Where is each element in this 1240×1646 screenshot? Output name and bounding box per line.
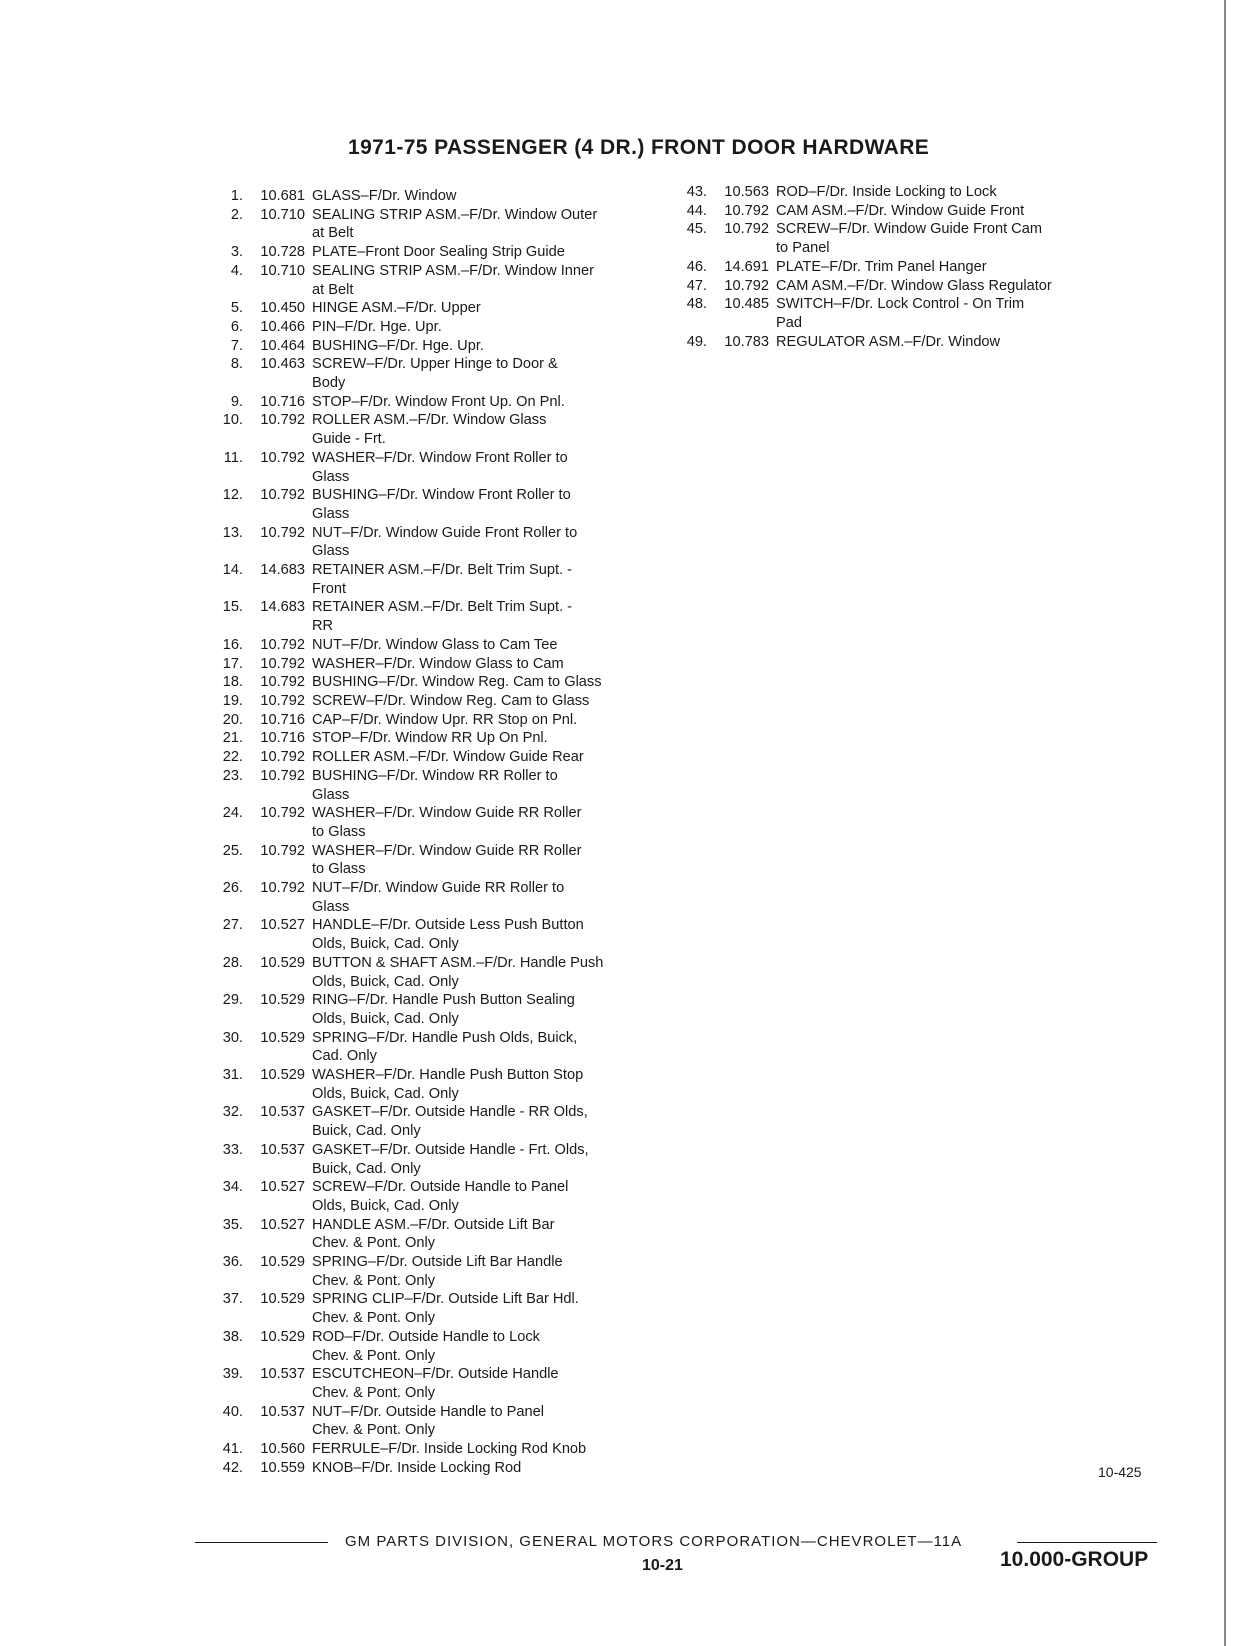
item-number: 9. [230,393,243,410]
description-line: Chev. & Pont. Only [312,1347,436,1364]
item-number: 10. [222,412,243,429]
description-line: BUTTON & SHAFT ASM.–F/Dr. Handle Push [312,954,604,971]
group-number: 14.683 [260,562,305,579]
list-item [205,243,660,262]
description-line: to Panel [776,240,830,257]
footer-rule-left [195,1542,328,1543]
description-line: Chev. & Pont. Only [312,1422,436,1439]
list-item [205,991,660,1028]
description-line: Chev. & Pont. Only [312,1235,436,1252]
group-number: 10.792 [260,412,305,429]
item-description [312,748,660,767]
description-line: SWITCH–F/Dr. Lock Control - On Trim [776,296,1025,313]
group-number: 14.683 [260,599,305,616]
description-line: Glass [312,468,350,485]
item-description [312,804,660,841]
description-line: WASHER–F/Dr. Handle Push Button Stop [312,1067,584,1084]
group-number: 10.710 [260,206,305,223]
item-number: 8. [230,356,243,373]
item-description [312,1253,660,1290]
item-description [312,842,660,879]
description-line: to Glass [312,861,366,878]
description-line: RETAINER ASM.–F/Dr. Belt Trim Supt. - [312,562,573,579]
group-number: 10.537 [260,1366,305,1383]
list-item [205,299,660,318]
group-number: 10.485 [724,296,769,313]
group-number: 10.527 [260,1179,305,1196]
item-number: 6. [230,318,243,335]
list-item [205,692,660,711]
list-item [205,804,660,841]
item-description [312,1403,660,1440]
item-number: 44. [686,202,707,219]
description-line: SEALING STRIP ASM.–F/Dr. Window Outer [312,206,598,223]
item-number: 38. [222,1328,243,1345]
item-description [312,449,660,486]
description-line: Cad. Only [312,1048,377,1065]
list-item [205,1103,660,1140]
item-description [312,711,660,730]
group-number: 10.792 [260,767,305,784]
list-item [205,1328,660,1365]
item-description [776,277,1146,296]
group-number: 10.464 [260,337,305,354]
item-description [312,636,660,655]
description-line: SCREW–F/Dr. Upper Hinge to Door & [312,356,558,373]
list-item [205,561,660,598]
list-item [205,187,660,206]
item-number: 30. [222,1029,243,1046]
list-item [205,711,660,730]
description-line: WASHER–F/Dr. Window Guide RR Roller [312,842,582,859]
description-line: Chev. & Pont. Only [312,1310,436,1327]
item-number: 42. [222,1459,243,1476]
description-line: PIN–F/Dr. Hge. Upr. [312,318,442,335]
list-item [205,1440,660,1459]
group-number: 10.792 [260,749,305,766]
item-number: 22. [222,749,243,766]
item-description [776,333,1146,352]
page-edge-line [1224,0,1226,1646]
list-item [205,729,660,748]
description-line: SCREW–F/Dr. Outside Handle to Panel [312,1179,569,1196]
item-description [312,692,660,711]
group-number: 10.527 [260,917,305,934]
description-line: PLATE–Front Door Sealing Strip Guide [312,244,565,261]
description-line: SPRING–F/Dr. Handle Push Olds, Buick, [312,1029,578,1046]
list-item [205,337,660,356]
list-item [205,767,660,804]
item-number: 33. [222,1141,243,1158]
item-number: 26. [222,880,243,897]
item-number: 2. [230,206,243,223]
item-description [312,1328,660,1365]
item-description [312,243,660,262]
item-number: 48. [686,296,707,313]
group-number: 10.529 [260,1029,305,1046]
item-description [312,411,660,448]
item-number: 12. [222,487,243,504]
list-item [205,486,660,523]
description-line: Chev. & Pont. Only [312,1385,436,1401]
group-number: 10.560 [260,1441,305,1458]
description-line: HINGE ASM.–F/Dr. Upper [312,300,481,317]
list-item [205,411,660,448]
item-description [312,598,660,635]
item-description [312,1216,660,1253]
description-line: to Glass [312,823,366,840]
item-description [312,991,660,1028]
item-number: 35. [222,1216,243,1233]
description-line: SPRING CLIP–F/Dr. Outside Lift Bar Hdl. [312,1291,579,1308]
item-description [312,1141,660,1178]
group-number: 14.691 [724,258,769,275]
group-number: 10.792 [260,880,305,897]
item-description [312,673,660,692]
item-description [312,1029,660,1066]
group-number: 10.529 [260,1291,305,1308]
description-line: GASKET–F/Dr. Outside Handle - Frt. Olds, [312,1141,589,1158]
item-description [776,202,1146,221]
description-line: Olds, Buick, Cad. Only [312,936,459,953]
item-description [312,318,660,337]
description-line: ROD–F/Dr. Outside Handle to Lock [312,1328,540,1345]
group-number: 10.529 [260,1328,305,1345]
item-description [776,295,1146,332]
description-line: BUSHING–F/Dr. Window Front Roller to [312,487,571,504]
list-item [205,318,660,337]
description-line: Glass [312,543,350,560]
item-number: 40. [222,1403,243,1420]
item-description [312,729,660,748]
description-line: BUSHING–F/Dr. Window Reg. Cam to Glass [312,674,602,691]
item-number: 32. [222,1104,243,1121]
item-description [312,561,660,598]
description-line: RR [312,618,334,635]
description-line: NUT–F/Dr. Window Guide Front Roller to [312,524,578,541]
item-description [312,299,660,318]
item-number: 31. [222,1067,243,1084]
list-item [205,842,660,879]
item-description [312,486,660,523]
list-item [205,524,660,561]
group-number: 10.529 [260,992,305,1009]
description-line: Olds, Buick, Cad. Only [312,973,459,990]
group-number: 10.783 [724,333,769,350]
group-number: 10.792 [260,692,305,709]
group-number: 10.529 [260,1067,305,1084]
description-line: SCREW–F/Dr. Window Reg. Cam to Glass [312,692,590,709]
list-item [205,748,660,767]
item-number: 3. [230,244,243,261]
list-item [205,1290,660,1327]
description-line: CAM ASM.–F/Dr. Window Guide Front [776,202,1025,219]
item-description [312,187,660,206]
item-number: 5. [230,300,243,317]
item-number: 21. [222,730,243,747]
group-number: 10.563 [724,184,769,200]
item-number: 34. [222,1179,243,1196]
item-number: 29. [222,992,243,1009]
footer-rule-right [1017,1542,1157,1543]
description-line: STOP–F/Dr. Window Front Up. On Pnl. [312,393,565,410]
list-item [205,636,660,655]
item-number: 24. [222,805,243,822]
description-line: SPRING–F/Dr. Outside Lift Bar Handle [312,1254,563,1271]
item-description [312,916,660,953]
page-code: 10-425 [1098,1464,1142,1480]
list-item [205,916,660,953]
group-number: 10.463 [260,356,305,373]
list-item [205,655,660,674]
description-line: GLASS–F/Dr. Window [312,188,457,204]
list-item [205,1365,660,1402]
item-description [312,355,660,392]
description-line: HANDLE ASM.–F/Dr. Outside Lift Bar [312,1216,555,1233]
description-line: HANDLE–F/Dr. Outside Less Push Button [312,917,584,934]
list-item [205,355,660,392]
description-line: WASHER–F/Dr. Window Guide RR Roller [312,805,582,822]
group-number: 10.537 [260,1141,305,1158]
list-item [205,262,660,299]
list-item [205,1403,660,1440]
list-item [205,1178,660,1215]
group-number: 10.792 [260,449,305,466]
group-number: 10.728 [260,244,305,261]
description-line: CAP–F/Dr. Window Upr. RR Stop on Pnl. [312,711,578,728]
group-number: 10.792 [724,221,769,238]
description-line: Buick, Cad. Only [312,1123,421,1140]
list-item [205,1253,660,1290]
item-description [776,183,1146,202]
list-item [205,1141,660,1178]
group-number: 10.710 [260,262,305,279]
group-number: 10.792 [724,277,769,294]
description-line: CAM ASM.–F/Dr. Window Glass Regulator [776,277,1052,294]
item-description [312,393,660,412]
item-number: 20. [222,711,243,728]
footer-page-number: 10-21 [642,1557,683,1574]
item-number: 7. [230,337,243,354]
list-item [676,333,1146,352]
description-line: NUT–F/Dr. Window Guide RR Roller to [312,880,565,897]
item-number: 11. [223,449,243,466]
group-number: 10.450 [260,300,305,317]
item-number: 14. [222,562,243,579]
item-number: 37. [222,1291,243,1308]
item-number: 36. [222,1254,243,1271]
group-number: 10.792 [260,655,305,672]
item-number: 13. [222,524,243,541]
description-line: SEALING STRIP ASM.–F/Dr. Window Inner [312,262,594,279]
group-number: 10.466 [260,318,305,335]
item-description [312,262,660,299]
list-item [205,206,660,243]
description-line: RETAINER ASM.–F/Dr. Belt Trim Supt. - [312,599,573,616]
description-line: Body [312,375,346,392]
description-line: NUT–F/Dr. Outside Handle to Panel [312,1403,544,1420]
group-number: 10.792 [260,636,305,653]
description-line: ROLLER ASM.–F/Dr. Window Guide Rear [312,749,584,766]
description-line: SCREW–F/Dr. Window Guide Front Cam [776,221,1042,238]
group-number: 10.529 [260,1254,305,1271]
item-number: 49. [686,333,707,350]
item-description [312,337,660,356]
item-description [776,220,1146,257]
item-description [776,258,1146,277]
parts-list-right [676,183,1146,351]
item-number: 41. [222,1441,243,1458]
group-number: 10.792 [260,674,305,691]
description-line: Glass [312,898,350,915]
item-number: 43. [686,184,707,200]
group-number: 10.537 [260,1104,305,1121]
group-number: 10.537 [260,1403,305,1420]
description-line: Olds, Buick, Cad. Only [312,1010,459,1027]
page-title: 1971-75 PASSENGER (4 DR.) FRONT DOOR HARDWARE [348,136,930,159]
description-line: REGULATOR ASM.–F/Dr. Window [776,333,1001,350]
description-line: Olds, Buick, Cad. Only [312,1197,459,1214]
list-item [676,183,1146,202]
list-item [205,1066,660,1103]
description-line: ROLLER ASM.–F/Dr. Window Glass [312,412,547,429]
group-number: 10.716 [260,393,305,410]
description-line: ESCUTCHEON–F/Dr. Outside Handle [312,1366,559,1383]
group-number: 10.792 [260,487,305,504]
item-description [312,1103,660,1140]
list-item [676,220,1146,257]
group-number: 10.559 [260,1459,305,1476]
item-number: 28. [222,954,243,971]
item-description [312,1440,660,1459]
item-number: 19. [222,692,243,709]
list-item [205,673,660,692]
description-line: Pad [776,314,802,331]
item-description [312,1290,660,1327]
description-line: Glass [312,786,350,803]
description-line: Front [312,580,347,597]
description-line: RING–F/Dr. Handle Push Button Sealing [312,992,575,1009]
group-number: 10.716 [260,711,305,728]
item-number: 1. [230,188,243,204]
description-line: WASHER–F/Dr. Window Front Roller to [312,449,568,466]
group-number: 10.527 [260,1216,305,1233]
list-item [676,277,1146,296]
item-number: 47. [686,277,707,294]
item-number: 39. [222,1366,243,1383]
list-item [676,202,1146,221]
footer-publisher: GM PARTS DIVISION, GENERAL MOTORS CORPORATION—CHEVROLET—11A [345,1533,963,1550]
item-number: 17. [222,655,243,672]
group-number: 10.792 [260,842,305,859]
description-line: Glass [312,505,350,522]
description-line: FERRULE–F/Dr. Inside Locking Rod Knob [312,1441,587,1458]
item-description [312,1066,660,1103]
description-line: STOP–F/Dr. Window RR Up On Pnl. [312,730,548,747]
group-number: 10.792 [260,805,305,822]
description-line: PLATE–F/Dr. Trim Panel Hanger [776,258,987,275]
list-item [205,598,660,635]
description-line: Olds, Buick, Cad. Only [312,1085,459,1102]
description-line: WASHER–F/Dr. Window Glass to Cam [312,655,564,672]
item-description [312,1178,660,1215]
list-item [205,1029,660,1066]
item-description [312,879,660,916]
group-number: 10.792 [724,202,769,219]
description-line: BUSHING–F/Dr. Window RR Roller to [312,767,558,784]
item-description [312,767,660,804]
description-line: at Belt [312,225,354,242]
description-line: Buick, Cad. Only [312,1160,421,1177]
description-line: at Belt [312,281,354,298]
item-number: 16. [222,636,243,653]
description-line: GASKET–F/Dr. Outside Handle - RR Olds, [312,1104,588,1121]
item-description [312,954,660,991]
item-number: 15. [222,599,243,616]
item-description [312,1459,660,1478]
item-description [312,206,660,243]
list-item [676,295,1146,332]
parts-list-left [205,187,660,1478]
group-number: 10.792 [260,524,305,541]
list-item [205,1459,660,1478]
item-number: 23. [222,767,243,784]
list-item [205,879,660,916]
item-description [312,524,660,561]
item-number: 25. [222,842,243,859]
list-item [205,449,660,486]
description-line: KNOB–F/Dr. Inside Locking Rod [312,1459,522,1476]
item-description [312,1365,660,1402]
item-number: 45. [686,221,707,238]
item-number: 18. [222,674,243,691]
list-item [205,954,660,991]
description-line: ROD–F/Dr. Inside Locking to Lock [776,184,997,200]
item-description [312,655,660,674]
item-number: 46. [686,258,707,275]
list-item [205,393,660,412]
group-number: 10.681 [260,188,305,204]
list-item [205,1216,660,1253]
group-number: 10.529 [260,954,305,971]
description-line: Guide - Frt. [312,431,386,448]
list-item [676,258,1146,277]
item-number: 27. [222,917,243,934]
description-line: Chev. & Pont. Only [312,1272,436,1289]
description-line: NUT–F/Dr. Window Glass to Cam Tee [312,636,558,653]
footer-group-label: 10.000-GROUP [1000,1548,1149,1571]
group-number: 10.716 [260,730,305,747]
item-number: 4. [230,262,243,279]
description-line: BUSHING–F/Dr. Hge. Upr. [312,337,484,354]
